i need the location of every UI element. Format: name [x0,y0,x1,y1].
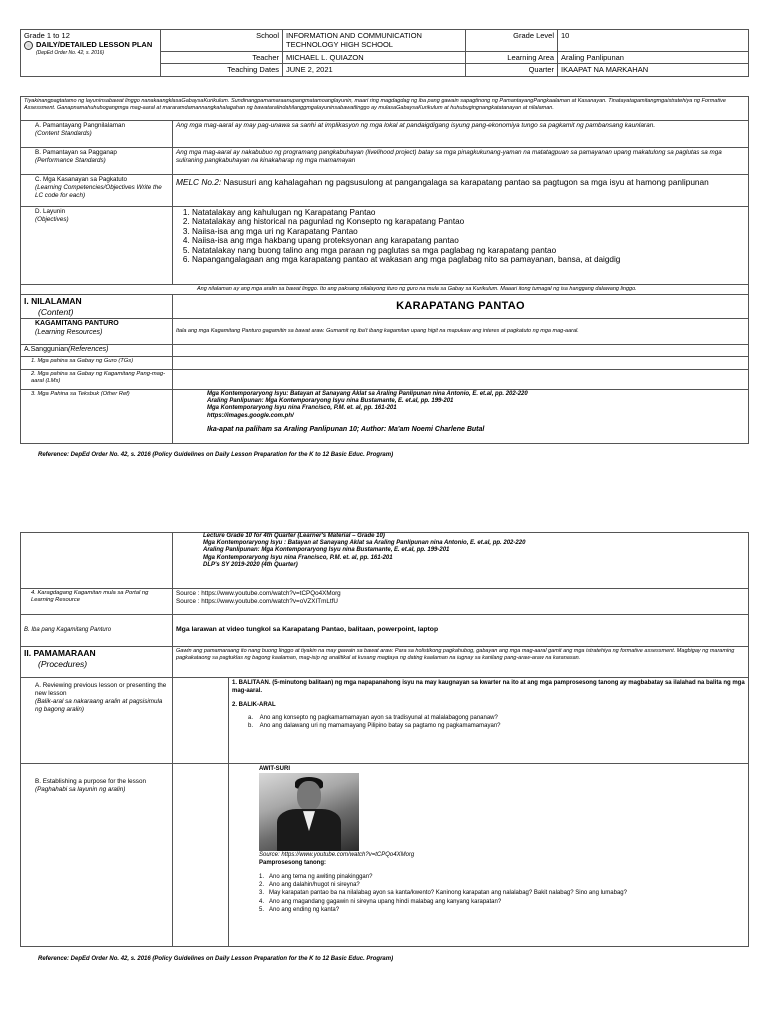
content-note: Ang nilalaman ay ang mga aralin sa bawat linggo. Ito ang paksang nilalayong ituro ng guro na mula sa Gabay sa Kurikulum. Maaari itong tumagal ng isa hanggang dalawang linggo. [21,285,749,295]
melc-text: Nasusuri ang kahalagahan ng pagsusulong at pangangalaga sa karapatang pantao sa pagtugon sa mga isyu at hamong panlipunan [221,177,709,187]
ref-line: Ika-apat na paliham sa Araling Panlipunan 10; Author: Ma'am Noemi Charlene Butal [207,425,485,433]
intro-note: Tiyakinangpagtatamo ng layuninsabawat linggo nanakaangklasaGabaysaKurikulum. Sundinangpamamaraanupangmatamoanglayunin, maari ring magdagdag ng iba pang gawain sapagtinong ng PamantayangPangkaalaman at Kasanayan. Tinatayatagamitangmgaistratehiya ng Formative Assessment. Ganapnamahuhubogangmga mag-aaral at mararamdamannangkahalagahan ng bawataralindahilanggmgalayuninsabawatlinggo ay mulasaGabaysaKurikulum at huhubugingnangkatatanayan at nilalaman. [21,97,749,121]
competencies-label: C. Mga Kasanayan sa Pagkatuto (Learning Competencies/Objectives Write the LC code for each) [21,175,173,207]
reviewing-label: A. Reviewing previous lesson or presenting the new lesson (Balik-aral sa nakaraang aralin at pagsisimula ng bagong aralin) [21,678,173,764]
page2-blank-label [21,533,173,589]
other-materials-value: Mga larawan at video tungkol sa Karapatang Pantao, balitaan, powerpoint, laptop [173,615,749,647]
ref-tg-value [173,357,749,370]
content-standards-value: Ang mga mag-aaral ay may pag-unawa sa sanhi at implikasyon ng mga lokal at pandaigdigang isyung pang-ekonomiya tungo sa pagkamit ng pambansang kaunlaran. [173,121,749,148]
deped-seal-icon [24,41,33,50]
grade-level-label: Grade Level [466,30,558,52]
purpose-value: AWIT-SURI Source: https://www.youtube.com/watch?v=tCPQo4XMorg Pamprosesong tanong: 1. Ano ang tema ng awiting pinakinggan? 2. Ano ang dalahin/hugot ni sireyna? 3. May karapatan pantao ba na nilalabag ayon sa kanta/kwento? Kaninong karapatan ang nalalabag? Bakit nalabag? Sino ang lumabag? 4. Ano ang magandang gagawin ni sireyna upang hindi malabag ang kanyang karapatan? 5. Ano ang ending ng kanta? [229,764,749,947]
page2-references [173,533,749,589]
quarter-label: Quarter [466,64,558,76]
purpose-label: B. Establishing a purpose for the lesson (Paghahabi sa layunin ng aralin) [21,764,173,947]
balik-aral-heading: 2. BALIK-ARAL [232,702,276,709]
objective-item: 2. Natatalakay ang historical na pagunlad ng Konsepto ng karapatang Pantao [192,217,745,226]
objective-item: 6. Napangangalagaan ang mga karapatang pantao at wakasan ang mga paglabag nito sa pamayanan, bansa, at daigdig [192,255,745,264]
learning-resources-label: KAGAMITANG PANTURO (Learning Resources) [21,319,173,345]
lesson-table-page1 [20,96,749,444]
ref-line: Mga Kontemporaryong Isyu: Batayan at Sanayang Aklat sa Araling Panlipunan nina Antonio, E. et.al, pp. 202-220 [207,391,528,397]
learning-area-value: Araling Panlipunan [558,52,749,64]
melc-code: MELC No.2: [176,177,222,187]
content-value: KARAPATANG PANTAO [173,295,749,319]
video-source[interactable]: Source: https://www.youtube.com/watch?v=tCPQo4XMorg [259,852,415,859]
header-table [20,29,749,77]
singer-photo [259,773,359,851]
ref-line: Araling Panlipunan: Mga Kontemporaryong Isyu nina Bustamante, E. et.al, pp. 199-201 [203,547,450,554]
references-label: A.Sanggunian(References) [21,345,173,357]
procedures-note: Gawin ang pamamaraang ito nang buong linggo at tiyakin na may gawain sa bawat araw. Para sa holistikong pagkahubog, gabayan ang mga mag-aaral gamit ang mga istratehiya ng formative assessment. Magbigay ng maraming pagkakataong sa pagtuklas ng bagong kaalaman, mag-isip ng analitikal at kusang magtaya ng dating kaalaman na iugnay sa kanilang pang-araw-araw na karanasan. [173,647,749,678]
ref-line: Lecture Grade 10 for 4th Quarter (Learner's Material – Grade 10) [203,533,385,539]
objectives-label: D. Layunin (Objectives) [21,207,173,285]
ref-line: Mga Kontemporaryong Isyu nina Francisco, P.M. et. al, pp. 161-201 [203,554,393,561]
portal-resources-value [173,589,749,615]
references-value [173,345,749,357]
plan-title: DAILY/DETAILED LESSON PLAN [36,40,153,50]
ref-line: Mga Kontemporaryong Isyu nina Francisco, P.M. et. al, pp. 161-201 [207,405,397,412]
question-item: Ano ang tema ng awiting pinakinggan? [269,874,373,881]
balik-aral-item: Ano ang konsepto ng pagkamamamayan ayon sa tradisyunal at malalabagong pananaw? [259,715,498,722]
objectives-list [192,208,745,265]
processing-questions-heading: Pamprosesong tanong: [259,860,327,867]
question-item: Ano ang ending ng kanta? [269,906,340,913]
balik-aral-item: Ano ang dalawang uri ng mamamayang Pilipino batay sa pagtamo ng pagkamamamayan? [259,723,501,730]
procedures-label: II. PAMAMARAAN (Procedures) [21,647,173,678]
ref-lm-label: 2. Mga pahina sa Gabay ng Kagamitang Pang-mag-aaral (LMs) [21,370,173,390]
lesson-table-page2 [20,532,749,947]
ref-line: Araling Panlipunan: Mga Kontemporaryong Isyu nina Bustamante, E. et.al, pp. 199-201 [207,398,454,405]
school-label: School [161,30,283,52]
objective-item: 3. Naiisa-isa ang mga uri ng Karapatang Pantao [192,227,745,236]
other-materials-label: B. Iba pang Kagamitang Panturo [21,615,173,647]
competencies-value [173,175,749,207]
ref-textbook-label: 3. Mga Pahina sa Teksbuk (Other Ref) [21,390,173,444]
ref-lm-value [173,370,749,390]
question-item: Ano ang dalahin/hugot ni sireyna? [269,882,360,889]
deped-order: (DepEd Order No. 42, s. 2016) [36,49,105,56]
balitaan-text: 1. BALITAAN. (5-minutong balitaan) ng mga napapanahong isyu na may kaugnayan sa kwarter na ito at ang mga pamprosesong tanong ay magbabatay sa ilalahad na balita ng mga mag-aaral. [232,680,745,695]
content-label: I. NILALAMAN (Content) [21,295,173,319]
learning-resources-value: Itala ang mga Kagamitang Panturo gagamitin sa bawat araw. Gumamit ng iba't ibang kagamitan upang higit na mapukaw ang interes at pagkatuto ng mga mag-aaral. [173,319,749,345]
objective-item: 1. Natatalakay ang kahulugan ng Karapatang Pantao [192,208,745,217]
grade-range: Grade 1 to 12 [24,31,70,40]
teaching-dates-value: JUNE 2, 2021 [283,64,466,76]
source-link[interactable]: Source : https://www.youtube.com/watch?v=tCPQo4XMorg [176,590,341,597]
objectives-value [173,207,749,285]
objective-item: 5. Natatalakay nang buong talino ang mga paraan ng paglutas sa mga paglabag ng karapatang pantao [192,246,745,255]
teacher-value: MICHAEL L. QUIAZON [283,52,466,64]
performance-standards-label: B. Pamantayan sa Pagganap (Performance Standards) [21,148,173,175]
quarter-value: IKAAPAT NA MARKAHAN [558,64,749,76]
header-left-cell [21,30,161,77]
portal-resources-label: 4. Karagdagang Kagamitan mula sa Portal ng Learning Resource [21,589,173,615]
question-item: Ano ang magandang gagawin ni sireyna upang hindi malabag ang kanyang karapatan? [269,898,502,905]
objective-item: 4. Naiisa-isa ang mga hakbang upang proteksyonan ang karapatang pantao [192,236,745,245]
reviewing-spacer [173,678,229,764]
ref-line: DLP's SY 2019-2020 (4th Quarter) [203,561,298,568]
teacher-label: Teacher [161,52,283,64]
reference-footer-1: Reference: DepEd Order No. 42, s. 2016 (Policy Guidelines on Daily Lesson Preparation for the K to 12 Basic Educ. Program) [38,452,394,458]
learning-area-label: Learning Area [466,52,558,64]
reference-footer-2: Reference: DepEd Order No. 42, s. 2016 (Policy Guidelines on Daily Lesson Preparation for the K to 12 Basic Educ. Program) [38,956,394,962]
awit-suri-heading: AWIT-SURI [259,766,290,772]
source-link[interactable]: Source : https://www.youtube.com/watch?v=oVZXITmLtfU [176,597,338,605]
grade-level-value: 10 [558,30,749,52]
reviewing-value: 1. BALITAAN. (5-minutong balitaan) ng mga napapanahong isyu na may kaugnayan sa kwarter na ito at ang mga pamprosesong tanong ay magbabatay sa ilalahad na balita ng mga mag-aaral. 2. BALIK-ARAL a. Ano ang konsepto ng pagkamamamayan ayon sa tradisyunal at malalabagong pananaw? b. Ano ang dalawang uri ng mamamayang Pilipino batay sa pagtamo ng pagkamamamayan? [229,678,749,764]
performance-standards-value: Ang mga mag-aaral ay nakabubuo ng programang pangkabuhayan (livelihood project) batay sa mga pinagkukunang-yaman na matatagpuan sa pamayanan upang makatulong sa paglutas sa mga suliraning pangkabuhayan na kinakaharap ng mga mamamayan [173,148,749,175]
ref-line: Mga Kontemporaryong Isyu : Batayan at Sanayang Aklat sa Araling Panlipunan nina Antonio, E. et.al, pp. 202-220 [203,540,526,547]
ref-line: https://images.google.com.ph/ [207,412,294,419]
content-standards-label: A. Pamantayang Pangnilalaman (Content Standards) [21,121,173,148]
teaching-dates-label: Teaching Dates [161,64,283,76]
ref-textbook-value [173,390,749,444]
school-value: INFORMATION AND COMMUNICATION TECHNOLOGY HIGH SCHOOL [283,30,466,52]
purpose-spacer [173,764,229,947]
ref-tg-label: 1. Mga pahina sa Gabay ng Guro (TGs) [21,357,173,370]
question-item: May karapatan pantao ba na nilalabag ayon sa kanta/kwento? Kaninong karapatan ang nalalabag? Bakit nalabag? Sino ang lumabag? [269,890,627,897]
